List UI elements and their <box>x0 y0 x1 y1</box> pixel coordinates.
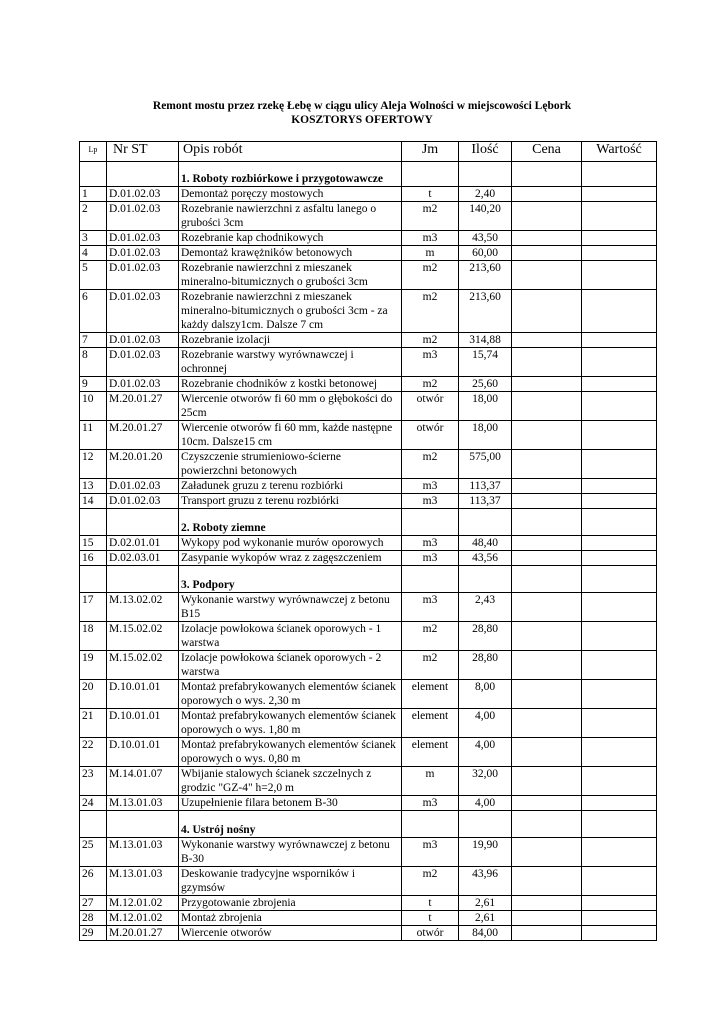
row-jm: m2 <box>402 261 459 290</box>
row-jm: element <box>402 738 459 767</box>
row-lp: 3 <box>80 231 107 246</box>
row-jm: m3 <box>402 796 459 811</box>
row-nr-st: D.01.02.03 <box>107 246 179 261</box>
row-ilosc: 2,61 <box>459 896 512 911</box>
row-opis: Izolacje powłokowa ścianek oporowych - 2 warstwa <box>179 651 402 680</box>
table-row <box>80 246 657 261</box>
empty-cell <box>459 811 512 838</box>
row-cena <box>512 896 582 911</box>
empty-cell <box>402 509 459 536</box>
table-row <box>80 202 657 231</box>
row-wartosc <box>582 911 657 926</box>
row-nr-st: D.01.02.03 <box>107 479 179 494</box>
row-wartosc <box>582 377 657 392</box>
empty-cell <box>402 811 459 838</box>
row-jm: m <box>402 767 459 796</box>
row-jm: otwór <box>402 926 459 941</box>
row-nr-st: D.01.02.03 <box>107 333 179 348</box>
table-row <box>80 494 657 509</box>
row-nr-st: D.01.02.03 <box>107 261 179 290</box>
row-ilosc: 25,60 <box>459 377 512 392</box>
row-nr-st: D.10.01.01 <box>107 738 179 767</box>
row-jm: m3 <box>402 479 459 494</box>
row-jm: m3 <box>402 231 459 246</box>
row-wartosc <box>582 290 657 333</box>
row-nr-st: M.12.01.02 <box>107 896 179 911</box>
row-lp: 24 <box>80 796 107 811</box>
row-nr-st: M.15.02.02 <box>107 622 179 651</box>
table-row <box>80 796 657 811</box>
row-opis: Rozebranie warstwy wyrównawczej i ochronnej <box>179 348 402 377</box>
empty-cell <box>459 566 512 593</box>
empty-cell <box>80 509 107 536</box>
row-wartosc <box>582 246 657 261</box>
row-wartosc <box>582 551 657 566</box>
row-lp: 11 <box>80 421 107 450</box>
row-ilosc: 140,20 <box>459 202 512 231</box>
row-ilosc: 113,37 <box>459 479 512 494</box>
row-opis: Wiercenie otworów fi 60 mm o głębokości do 25cm <box>179 392 402 421</box>
empty-cell <box>107 509 179 536</box>
row-cena <box>512 202 582 231</box>
row-jm: m2 <box>402 651 459 680</box>
row-opis: Zasypanie wykopów wraz z zagęszczeniem <box>179 551 402 566</box>
row-lp: 27 <box>80 896 107 911</box>
row-nr-st: D.10.01.01 <box>107 709 179 738</box>
row-ilosc: 213,60 <box>459 261 512 290</box>
row-jm: t <box>402 896 459 911</box>
table-row <box>80 450 657 479</box>
row-nr-st: M.13.01.03 <box>107 796 179 811</box>
row-ilosc: 15,74 <box>459 348 512 377</box>
row-opis: Rozebranie kap chodnikowych <box>179 231 402 246</box>
table-row <box>80 377 657 392</box>
table-row <box>80 867 657 896</box>
row-wartosc <box>582 738 657 767</box>
row-nr-st: D.02.01.01 <box>107 536 179 551</box>
row-wartosc <box>582 421 657 450</box>
row-nr-st: M.12.01.02 <box>107 911 179 926</box>
row-lp: 4 <box>80 246 107 261</box>
row-opis: Czyszczenie strumieniowo-ścierne powierzchni betonowych <box>179 450 402 479</box>
row-wartosc <box>582 896 657 911</box>
row-lp: 28 <box>80 911 107 926</box>
empty-cell <box>582 566 657 593</box>
row-wartosc <box>582 348 657 377</box>
row-jm: m3 <box>402 494 459 509</box>
empty-cell <box>512 162 582 187</box>
row-nr-st: M.20.01.27 <box>107 926 179 941</box>
row-opis: Transport gruzu z terenu rozbiórki <box>179 494 402 509</box>
row-cena <box>512 333 582 348</box>
row-opis: Wiercenie otworów <box>179 926 402 941</box>
column-header-ilosc: Ilość <box>459 142 512 162</box>
row-wartosc <box>582 593 657 622</box>
row-cena <box>512 593 582 622</box>
row-opis: Wykonanie warstwy wyrównawczej z betonu B15 <box>179 593 402 622</box>
row-lp: 16 <box>80 551 107 566</box>
empty-cell <box>512 509 582 536</box>
empty-cell <box>107 162 179 187</box>
row-opis: Montaż prefabrykowanych elementów ścianek oporowych o wys. 2,30 m <box>179 680 402 709</box>
empty-cell <box>512 566 582 593</box>
row-wartosc <box>582 261 657 290</box>
row-cena <box>512 261 582 290</box>
table-row <box>80 551 657 566</box>
row-ilosc: 43,56 <box>459 551 512 566</box>
row-ilosc: 575,00 <box>459 450 512 479</box>
row-lp: 14 <box>80 494 107 509</box>
row-jm: m2 <box>402 202 459 231</box>
row-wartosc <box>582 231 657 246</box>
column-header-opis: Opis robót <box>179 142 402 162</box>
row-cena <box>512 231 582 246</box>
section-header-row <box>80 162 657 187</box>
row-jm: m3 <box>402 551 459 566</box>
row-jm: m <box>402 246 459 261</box>
row-nr-st: M.20.01.20 <box>107 450 179 479</box>
row-opis: Wykopy pod wykonanie murów oporowych <box>179 536 402 551</box>
table-row <box>80 290 657 333</box>
table-row <box>80 838 657 867</box>
table-row <box>80 187 657 202</box>
table-row <box>80 348 657 377</box>
row-jm: otwór <box>402 421 459 450</box>
row-ilosc: 28,80 <box>459 622 512 651</box>
row-cena <box>512 738 582 767</box>
table-row <box>80 896 657 911</box>
row-nr-st: M.13.01.03 <box>107 867 179 896</box>
row-jm: t <box>402 911 459 926</box>
row-lp: 13 <box>80 479 107 494</box>
row-cena <box>512 838 582 867</box>
row-cena <box>512 926 582 941</box>
row-lp: 20 <box>80 680 107 709</box>
row-cena <box>512 551 582 566</box>
row-jm: m2 <box>402 377 459 392</box>
row-wartosc <box>582 796 657 811</box>
row-ilosc: 43,96 <box>459 867 512 896</box>
row-cena <box>512 709 582 738</box>
row-jm: otwór <box>402 392 459 421</box>
row-lp: 25 <box>80 838 107 867</box>
row-cena <box>512 494 582 509</box>
row-wartosc <box>582 536 657 551</box>
row-cena <box>512 767 582 796</box>
row-lp: 15 <box>80 536 107 551</box>
row-ilosc: 8,00 <box>459 680 512 709</box>
row-nr-st: M.15.02.02 <box>107 651 179 680</box>
row-opis: Wykonanie warstwy wyrównawczej z betonu B-30 <box>179 838 402 867</box>
row-cena <box>512 796 582 811</box>
table-row <box>80 392 657 421</box>
table-row <box>80 333 657 348</box>
row-opis: Rozebranie chodników z kostki betonowej <box>179 377 402 392</box>
empty-cell <box>402 566 459 593</box>
row-ilosc: 2,43 <box>459 593 512 622</box>
row-cena <box>512 622 582 651</box>
row-wartosc <box>582 202 657 231</box>
document-subtitle: KOSZTORYS OFERTOWY <box>291 114 433 126</box>
row-ilosc: 60,00 <box>459 246 512 261</box>
row-nr-st: M.13.01.03 <box>107 838 179 867</box>
row-opis: Montaż prefabrykowanych elementów ścianek oporowych o wys. 0,80 m <box>179 738 402 767</box>
document-title: Remont mostu przez rzekę Łebę w ciągu ulicy Aleja Wolności w miejscowości Lębork <box>152 100 572 112</box>
row-wartosc <box>582 333 657 348</box>
row-cena <box>512 536 582 551</box>
table-header-row <box>80 142 657 162</box>
row-opis: Deskowanie tradycyjne wsporników i gzymsów <box>179 867 402 896</box>
row-wartosc <box>582 926 657 941</box>
row-ilosc: 84,00 <box>459 926 512 941</box>
row-lp: 17 <box>80 593 107 622</box>
row-ilosc: 48,40 <box>459 536 512 551</box>
row-lp: 12 <box>80 450 107 479</box>
empty-cell <box>459 162 512 187</box>
section-header-row <box>80 811 657 838</box>
empty-cell <box>80 162 107 187</box>
row-opis: Uzupełnienie filara betonem B-30 <box>179 796 402 811</box>
row-opis: Montaż zbrojenia <box>179 911 402 926</box>
row-lp: 10 <box>80 392 107 421</box>
row-lp: 9 <box>80 377 107 392</box>
row-cena <box>512 911 582 926</box>
row-ilosc: 2,40 <box>459 187 512 202</box>
row-ilosc: 19,90 <box>459 838 512 867</box>
row-lp: 21 <box>80 709 107 738</box>
column-header-cena: Cena <box>512 142 582 162</box>
section-title: 3. Podpory <box>179 566 402 593</box>
row-lp: 18 <box>80 622 107 651</box>
empty-cell <box>107 811 179 838</box>
row-opis: Załadunek gruzu z terenu rozbiórki <box>179 479 402 494</box>
row-cena <box>512 651 582 680</box>
row-nr-st: D.01.02.03 <box>107 377 179 392</box>
table-row <box>80 536 657 551</box>
row-nr-st: D.10.01.01 <box>107 680 179 709</box>
row-wartosc <box>582 680 657 709</box>
row-jm: t <box>402 187 459 202</box>
row-nr-st: D.01.02.03 <box>107 202 179 231</box>
row-jm: m2 <box>402 333 459 348</box>
row-jm: m2 <box>402 867 459 896</box>
table-row <box>80 926 657 941</box>
row-nr-st: D.01.02.03 <box>107 187 179 202</box>
row-lp: 7 <box>80 333 107 348</box>
row-jm: m3 <box>402 838 459 867</box>
row-lp: 22 <box>80 738 107 767</box>
row-nr-st: D.01.02.03 <box>107 231 179 246</box>
section-title: 2. Roboty ziemne <box>179 509 402 536</box>
row-lp: 2 <box>80 202 107 231</box>
row-cena <box>512 450 582 479</box>
column-header-lp: Lp <box>80 142 107 162</box>
row-opis: Demontaż poręczy mostowych <box>179 187 402 202</box>
row-cena <box>512 680 582 709</box>
row-lp: 29 <box>80 926 107 941</box>
row-nr-st: M.13.02.02 <box>107 593 179 622</box>
empty-cell <box>80 566 107 593</box>
empty-cell <box>582 509 657 536</box>
empty-cell <box>582 162 657 187</box>
row-jm: m2 <box>402 450 459 479</box>
row-wartosc <box>582 622 657 651</box>
row-opis: Przygotowanie zbrojenia <box>179 896 402 911</box>
row-cena <box>512 246 582 261</box>
table-row <box>80 593 657 622</box>
row-lp: 23 <box>80 767 107 796</box>
section-header-row <box>80 566 657 593</box>
row-cena <box>512 421 582 450</box>
table-row <box>80 622 657 651</box>
row-nr-st: D.01.02.03 <box>107 494 179 509</box>
row-ilosc: 213,60 <box>459 290 512 333</box>
row-cena <box>512 290 582 333</box>
row-jm: m2 <box>402 622 459 651</box>
row-opis: Rozebranie izolacji <box>179 333 402 348</box>
row-ilosc: 113,37 <box>459 494 512 509</box>
column-header-nr-st: Nr ST <box>107 142 179 162</box>
row-nr-st: D.02.03.01 <box>107 551 179 566</box>
table-row <box>80 680 657 709</box>
row-lp: 26 <box>80 867 107 896</box>
row-cena <box>512 479 582 494</box>
table-row <box>80 421 657 450</box>
table-row <box>80 651 657 680</box>
column-header-jm: Jm <box>402 142 459 162</box>
empty-cell <box>402 162 459 187</box>
row-cena <box>512 867 582 896</box>
section-header-row <box>80 509 657 536</box>
row-nr-st: M.20.01.27 <box>107 421 179 450</box>
row-opis: Wbijanie stalowych ścianek szczelnych z grodzic "GZ-4" h=2,0 m <box>179 767 402 796</box>
row-ilosc: 2,61 <box>459 911 512 926</box>
row-jm: m2 <box>402 290 459 333</box>
row-lp: 6 <box>80 290 107 333</box>
row-jm: m3 <box>402 348 459 377</box>
row-opis: Rozebranie nawierzchni z mieszanek mineralno-bitumicznych o grubości 3cm <box>179 261 402 290</box>
table-row <box>80 479 657 494</box>
row-wartosc <box>582 494 657 509</box>
row-lp: 1 <box>80 187 107 202</box>
column-header-wartosc: Wartość <box>582 142 657 162</box>
empty-cell <box>80 811 107 838</box>
row-jm: m3 <box>402 536 459 551</box>
row-opis: Izolacje powłokowa ścianek oporowych - 1 warstwa <box>179 622 402 651</box>
row-lp: 5 <box>80 261 107 290</box>
row-nr-st: D.01.02.03 <box>107 290 179 333</box>
table-row <box>80 767 657 796</box>
row-wartosc <box>582 867 657 896</box>
row-lp: 19 <box>80 651 107 680</box>
empty-cell <box>459 509 512 536</box>
row-wartosc <box>582 479 657 494</box>
row-wartosc <box>582 767 657 796</box>
row-jm: element <box>402 709 459 738</box>
row-cena <box>512 348 582 377</box>
row-wartosc <box>582 392 657 421</box>
row-ilosc: 43,50 <box>459 231 512 246</box>
row-ilosc: 4,00 <box>459 738 512 767</box>
row-wartosc <box>582 450 657 479</box>
row-ilosc: 18,00 <box>459 421 512 450</box>
row-ilosc: 32,00 <box>459 767 512 796</box>
row-wartosc <box>582 187 657 202</box>
table-row <box>80 911 657 926</box>
row-nr-st: M.14.01.07 <box>107 767 179 796</box>
row-cena <box>512 187 582 202</box>
section-title: 1. Roboty rozbiórkowe i przygotowawcze <box>179 162 402 187</box>
table-row <box>80 231 657 246</box>
section-title: 4. Ustrój nośny <box>179 811 402 838</box>
row-jm: m3 <box>402 593 459 622</box>
row-wartosc <box>582 651 657 680</box>
row-lp: 8 <box>80 348 107 377</box>
table-row <box>80 709 657 738</box>
cost-estimate-table <box>79 141 657 941</box>
empty-cell <box>512 811 582 838</box>
row-opis: Demontaż krawężników betonowych <box>179 246 402 261</box>
row-nr-st: D.01.02.03 <box>107 348 179 377</box>
row-ilosc: 28,80 <box>459 651 512 680</box>
row-ilosc: 4,00 <box>459 796 512 811</box>
empty-cell <box>582 811 657 838</box>
row-ilosc: 4,00 <box>459 709 512 738</box>
table-row <box>80 261 657 290</box>
row-ilosc: 18,00 <box>459 392 512 421</box>
table-row <box>80 738 657 767</box>
row-nr-st: M.20.01.27 <box>107 392 179 421</box>
row-ilosc: 314,88 <box>459 333 512 348</box>
row-wartosc <box>582 709 657 738</box>
row-opis: Rozebranie nawierzchni z mieszanek mineralno-bitumicznych o grubości 3cm - za każdy dalszy1cm. Dalsze 7 cm <box>179 290 402 333</box>
row-cena <box>512 392 582 421</box>
row-opis: Montaż prefabrykowanych elementów ścianek oporowych o wys. 1,80 m <box>179 709 402 738</box>
row-opis: Rozebranie nawierzchni z asfaltu lanego o grubości 3cm <box>179 202 402 231</box>
row-wartosc <box>582 838 657 867</box>
empty-cell <box>107 566 179 593</box>
row-jm: element <box>402 680 459 709</box>
row-cena <box>512 377 582 392</box>
row-opis: Wiercenie otworów fi 60 mm, każde następne 10cm. Dalsze15 cm <box>179 421 402 450</box>
